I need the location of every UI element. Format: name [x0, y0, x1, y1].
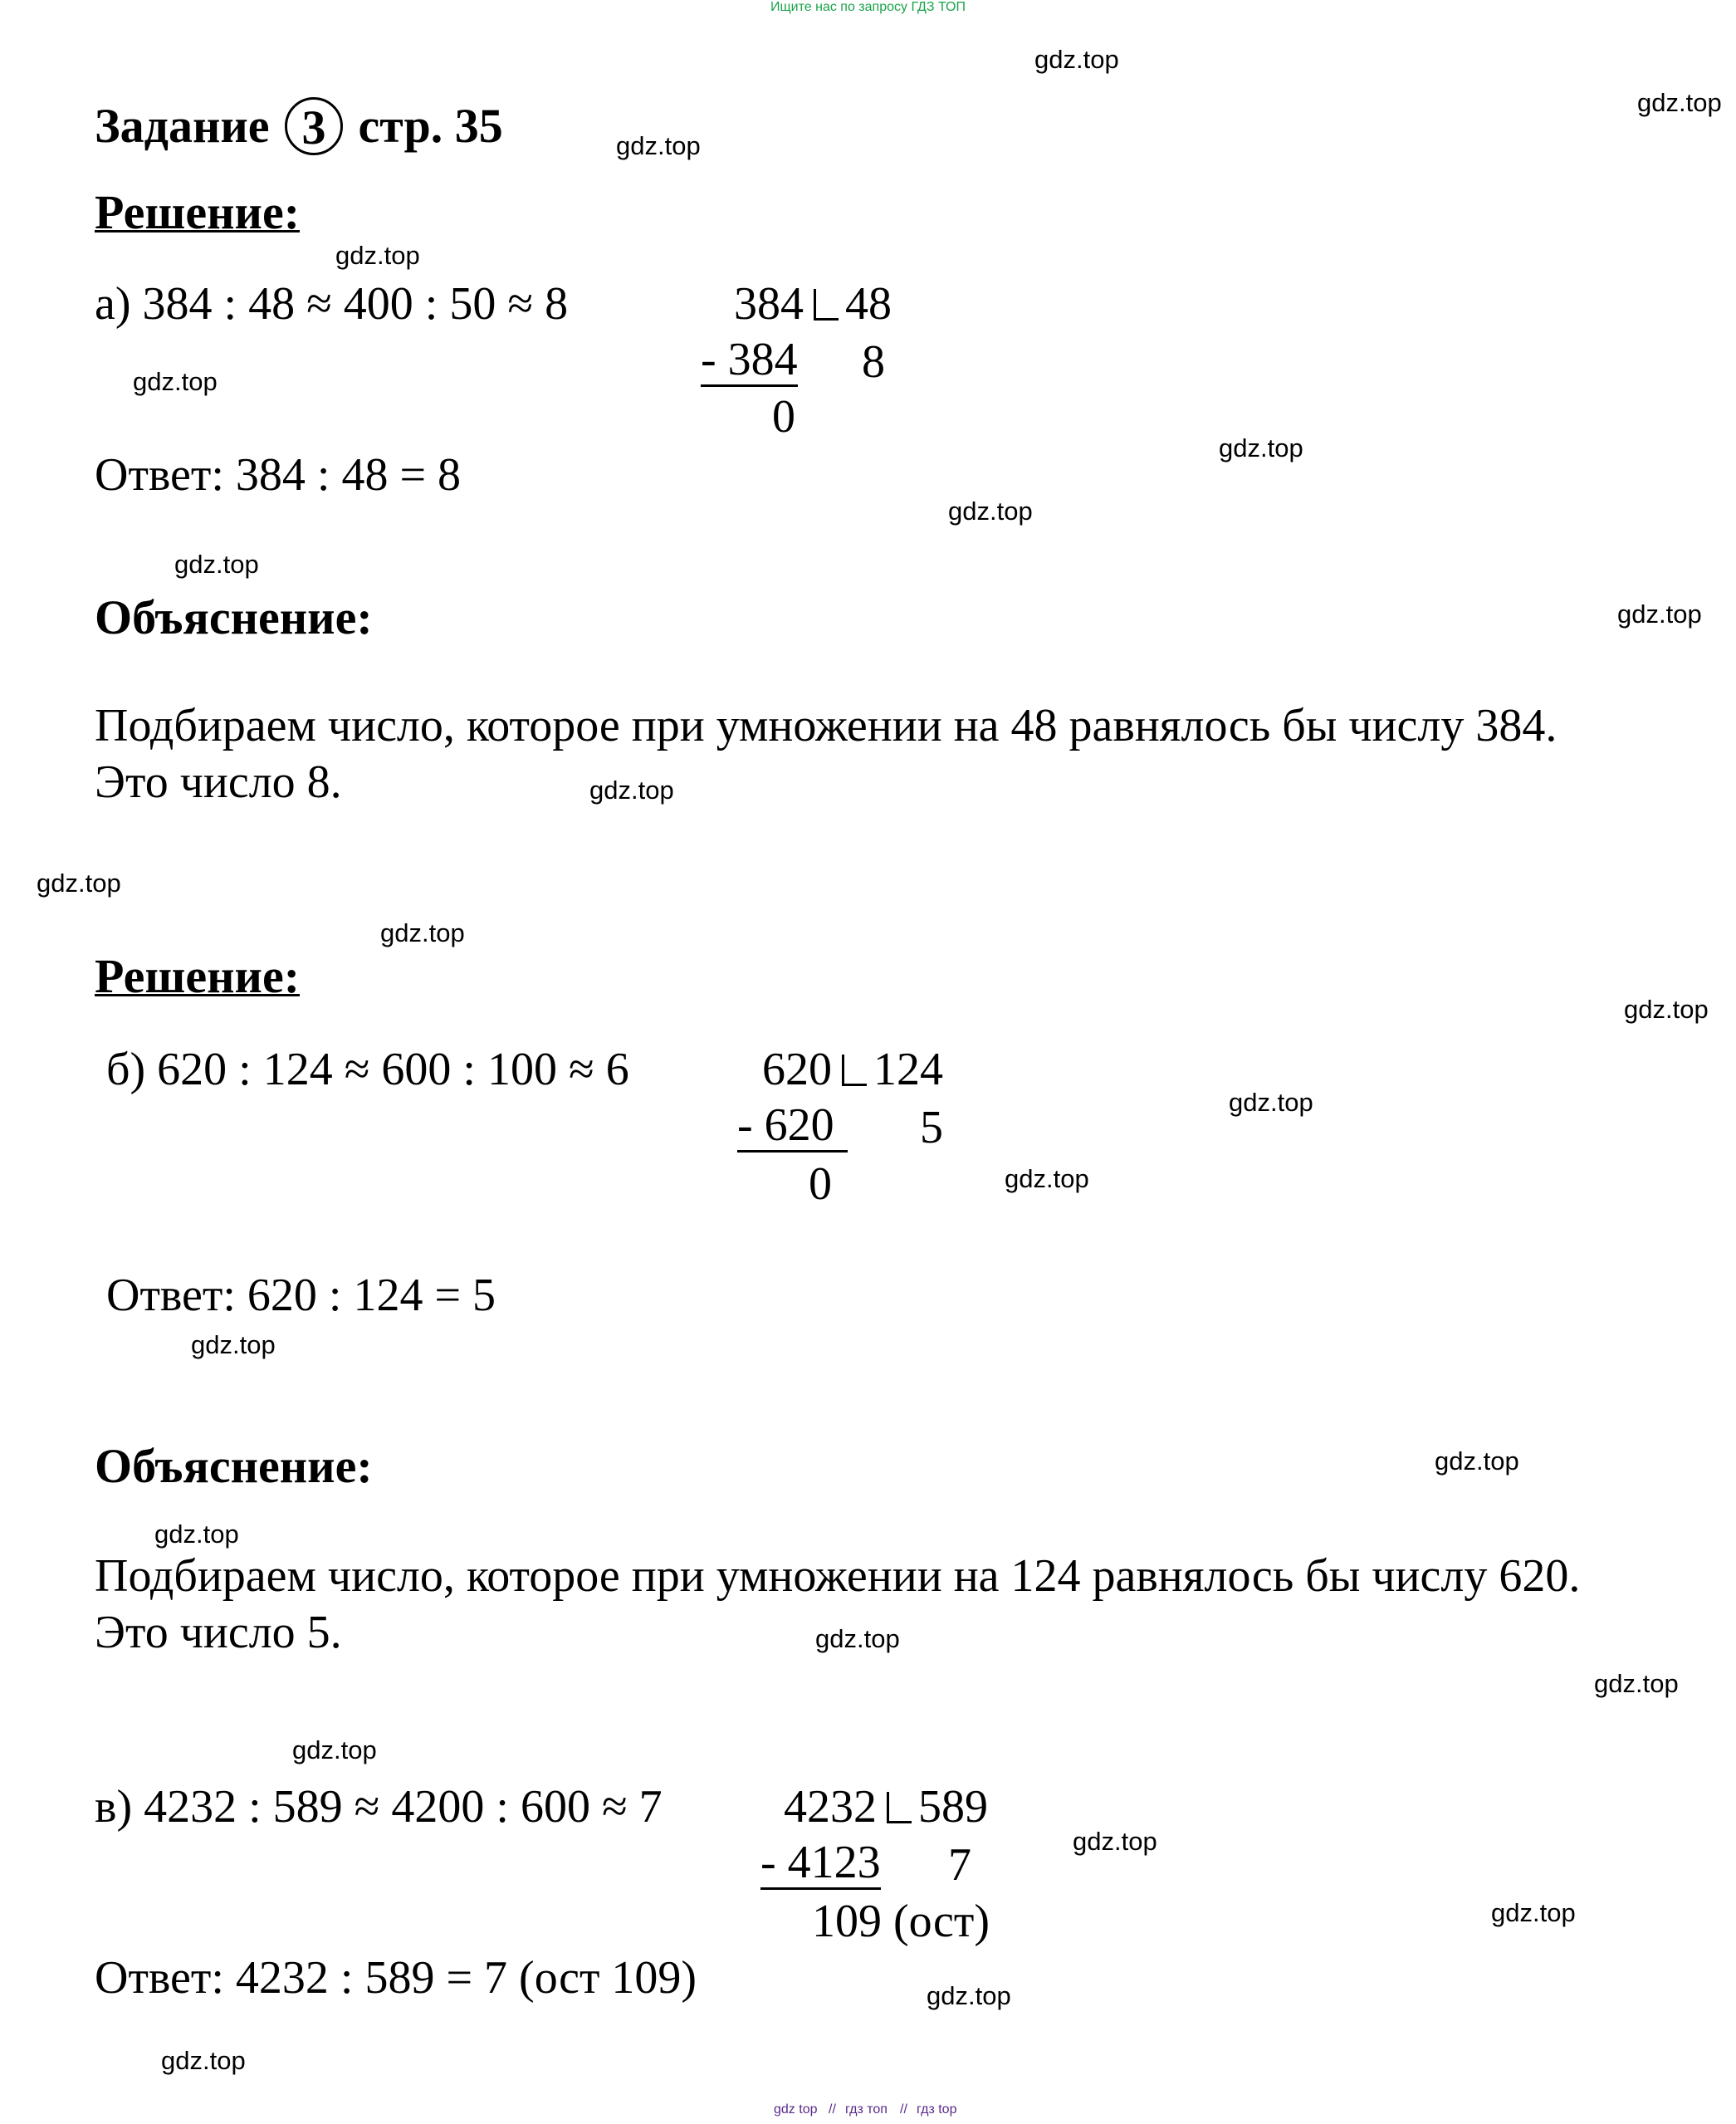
watermark: gdz.top — [1594, 1669, 1679, 1698]
footer-separator: // — [829, 2102, 836, 2117]
remainder-c: 109 (ост) — [812, 1896, 990, 1947]
footer-link-gdz-top-mixed[interactable]: гдз top — [917, 2102, 957, 2117]
subtrahend-a: - 384 — [701, 334, 798, 385]
watermark: gdz.top — [191, 1330, 276, 1359]
answer-b: Ответ: 620 : 124 = 5 — [106, 1270, 496, 1321]
answer-c: Ответ: 4232 : 589 = 7 (ост 109) — [95, 1952, 697, 2004]
watermark: gdz.top — [616, 131, 701, 160]
watermark: gdz.top — [1219, 433, 1303, 462]
explanation-a-line2: Это число 8. — [95, 756, 342, 808]
search-banner[interactable]: Ищите нас по запросу ГДЗ ТОП — [770, 0, 966, 14]
explanation-b-line1: Подбираем число, которое при умножении на 124 равнялось бы числу 620. — [95, 1550, 1581, 1602]
watermark: gdz.top — [1005, 1164, 1089, 1193]
long-division-b-header — [762, 1043, 943, 1096]
dividend-b: 620 — [762, 1044, 832, 1095]
estimate-c: в) 4232 : 589 ≈ 4200 : 600 ≈ 7 — [95, 1781, 663, 1833]
watermark: gdz.top — [133, 367, 218, 396]
watermark: gdz.top — [1617, 600, 1702, 629]
watermark: gdz.top — [161, 2046, 246, 2075]
footer-separator: // — [900, 2102, 907, 2117]
watermark: gdz.top — [154, 1520, 239, 1549]
answer-a: Ответ: 384 : 48 = 8 — [95, 449, 462, 501]
footer-link-gdz-top-ru[interactable]: гдз топ — [845, 2102, 888, 2117]
dividend-a: 384 — [734, 278, 804, 330]
watermark: gdz.top — [1073, 1827, 1157, 1856]
watermark: gdz.top — [335, 241, 420, 270]
watermark: gdz.top — [1491, 1898, 1576, 1927]
task-number-circle: 3 — [285, 97, 343, 155]
long-division-c-header — [784, 1780, 988, 1833]
watermark: gdz.top — [1435, 1446, 1519, 1476]
task-title — [95, 98, 503, 160]
remainder-a: 0 — [772, 391, 795, 443]
watermark: gdz.top — [174, 550, 259, 579]
task-title-prefix: Задание — [95, 99, 270, 153]
estimate-a: а) 384 : 48 ≈ 400 : 50 ≈ 8 — [95, 278, 569, 330]
watermark: gdz.top — [1229, 1088, 1313, 1117]
subtrahend-b: - 620 — [737, 1101, 848, 1153]
quotient-b: 5 — [920, 1102, 943, 1153]
footer-link-gdz-top[interactable]: gdz top — [774, 2102, 818, 2117]
watermark: gdz.top — [589, 776, 674, 805]
watermark: gdz.top — [380, 918, 465, 947]
watermark: gdz.top — [948, 497, 1033, 526]
division-corner-icon — [842, 1055, 867, 1086]
division-corner-icon — [887, 1792, 912, 1823]
solution-heading-a: Решение: — [95, 185, 301, 239]
explanation-b-line2: Это число 5. — [95, 1607, 342, 1658]
explanation-heading-b: Объяснение: — [95, 1439, 373, 1493]
watermark: gdz.top — [815, 1624, 900, 1653]
watermark: gdz.top — [1034, 45, 1119, 74]
watermark: gdz.top — [1637, 88, 1722, 117]
task-title-page: стр. 35 — [358, 99, 503, 153]
watermark: gdz.top — [927, 1981, 1011, 2010]
watermark: gdz.top — [292, 1735, 377, 1764]
watermark: gdz.top — [37, 869, 121, 898]
solution-heading-b: Решение: — [95, 949, 301, 1003]
divisor-c: 589 — [918, 1781, 988, 1833]
subtrahend-c: - 4123 — [760, 1837, 881, 1888]
dividend-c: 4232 — [784, 1781, 877, 1833]
divisor-a: 48 — [845, 278, 892, 330]
estimate-b: б) 620 : 124 ≈ 600 : 100 ≈ 6 — [106, 1044, 629, 1095]
quotient-c: 7 — [948, 1839, 971, 1891]
watermark: gdz.top — [1624, 995, 1709, 1024]
explanation-a-line1: Подбираем число, которое при умножении на 48 равнялось бы числу 384. — [95, 700, 1558, 751]
explanation-heading-a: Объяснение: — [95, 590, 373, 644]
division-corner-icon — [814, 289, 839, 321]
quotient-a: 8 — [862, 336, 885, 388]
divisor-b: 124 — [873, 1044, 943, 1095]
remainder-b: 0 — [809, 1158, 832, 1210]
long-division-a-header — [734, 277, 892, 330]
